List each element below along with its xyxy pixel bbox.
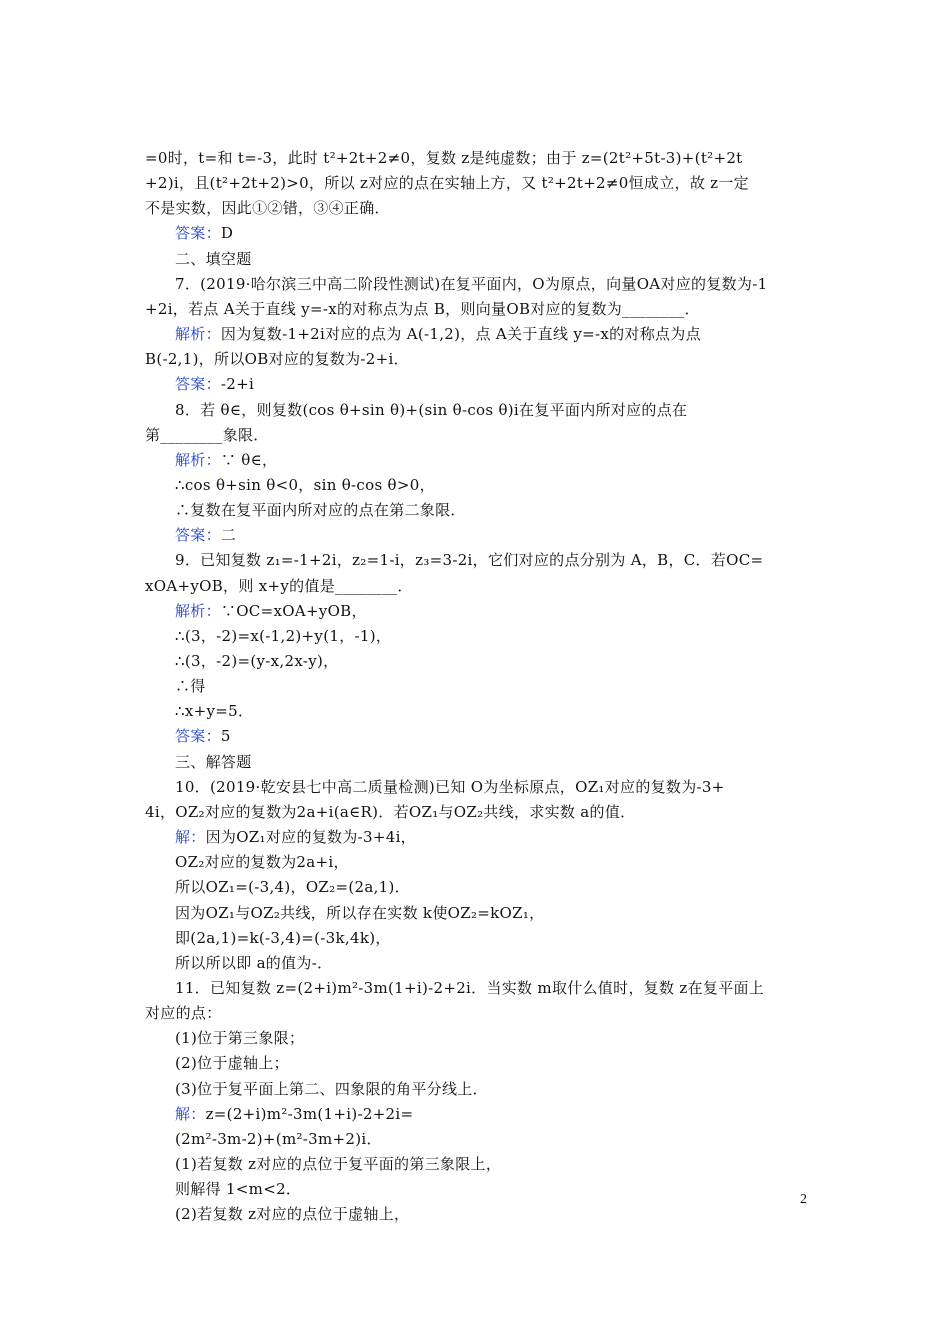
line-text: z=(2+i)m²-3m(1+i)-2+2i= <box>205 1105 414 1123</box>
line-text: (2m²-3m-2)+(m²-3m+2)i． <box>175 1130 382 1148</box>
line-text: 因为OZ₁对应的复数为-3+4i， <box>205 828 416 846</box>
answer-label: 答案： <box>175 375 221 393</box>
line-text: (1)位于第三象限； <box>175 1029 305 1047</box>
text-line <box>175 699 253 724</box>
line-text: 因为OZ₁与OZ₂共线，所以存在实数 k使OZ₂=kOZ₁， <box>175 904 545 922</box>
line-text: 对应的点： <box>145 1004 222 1022</box>
text-line <box>145 1001 222 1026</box>
text-line <box>145 800 635 825</box>
text-line <box>145 347 409 372</box>
text-line <box>145 196 390 221</box>
text-line <box>175 221 233 246</box>
text-line <box>145 574 413 599</box>
text-line <box>175 875 410 900</box>
line-text: ∴复数在复平面内所对应的点在第二象限． <box>175 501 466 519</box>
line-text: 10．(2019·乾安县七中高二质量检测)已知 O为坐标原点，OZ₁对应的复数为-3+ <box>175 778 725 796</box>
line-text: D <box>220 224 234 242</box>
text-line <box>175 398 687 423</box>
line-text: 则解得 1<m<2． <box>175 1180 302 1198</box>
line-text: 所以所以即 a的值为-． <box>175 954 333 972</box>
text-line <box>175 272 767 297</box>
line-text: OZ₂对应的复数为2a+i， <box>175 853 349 871</box>
answer-label: 答案： <box>175 727 221 745</box>
text-line <box>175 1051 289 1076</box>
line-text: (1)若复数 z对应的点位于复平面的第三象限上， <box>175 1155 502 1173</box>
answer-label: 解： <box>175 828 206 846</box>
text-line <box>175 901 544 926</box>
line-text: ∴cos θ+sin θ<0，sin θ-cos θ>0， <box>175 476 435 494</box>
line-text: 所以OZ₁=(-3,4)，OZ₂=(2a,1)． <box>175 878 410 896</box>
text-line <box>175 1077 488 1102</box>
text-line <box>175 850 349 875</box>
text-line <box>175 674 206 699</box>
text-line <box>175 624 391 649</box>
text-line <box>175 1177 301 1202</box>
text-line <box>175 523 236 548</box>
text-line <box>175 498 466 523</box>
line-text: B(-2,1)，所以OB对应的复数为-2+i． <box>145 350 409 368</box>
text-line <box>175 247 252 272</box>
text-line <box>175 1202 409 1227</box>
line-text: ∴(3，-2)=(y-x,2x-y)， <box>175 652 339 670</box>
text-line <box>175 825 416 850</box>
text-line <box>175 473 435 498</box>
text-line <box>175 448 277 473</box>
text-line <box>175 649 338 674</box>
line-text: +2)i，且(t²+2t+2)>0，所以 z对应的点在实轴上方，又 t²+2t+2≠0恒成立，故 z一定 <box>145 174 749 192</box>
text-line <box>175 1152 501 1177</box>
line-text: +2i，若点 A关于直线 y=-x的对称点为点 B，则向量OB对应的复数为________． <box>145 300 700 318</box>
answer-label: 答案： <box>175 224 221 242</box>
line-text: (3)位于复平面上第二、四象限的角平分线上． <box>175 1080 488 1098</box>
line-text: 第________象限． <box>145 426 269 444</box>
answer-label: 解： <box>175 1105 206 1123</box>
text-line <box>175 548 763 573</box>
line-text: xOA+yOB，则 x+y的值是________． <box>145 577 413 595</box>
text-line <box>175 926 391 951</box>
line-text: ∴(3，-2)=x(-1,2)+y(1，-1)， <box>175 627 392 645</box>
text-line <box>175 750 252 775</box>
line-text: 二、填空题 <box>175 250 252 268</box>
text-line <box>175 951 332 976</box>
text-line <box>175 372 254 397</box>
text-line <box>175 775 725 800</box>
line-text: 不是实数，因此①②错，③④正确． <box>145 199 390 217</box>
answer-label: 答案： <box>175 526 221 544</box>
text-line <box>145 297 700 322</box>
answer-label: 解析： <box>175 602 221 620</box>
line-text: (2)位于虚轴上； <box>175 1054 289 1072</box>
page-number: 2 <box>800 1192 808 1207</box>
text-line <box>175 976 764 1001</box>
line-text: 即(2a,1)=k(-3,4)=(-3k,4k)， <box>175 929 391 947</box>
line-text: ∴得 <box>175 677 206 695</box>
text-line <box>175 724 231 749</box>
line-text: 4i，OZ₂对应的复数为2a+i(a∈R)．若OZ₁与OZ₂共线，求实数 a的值． <box>145 803 636 821</box>
text-line <box>175 322 701 347</box>
line-text: 三、解答题 <box>175 753 252 771</box>
line-text: 5 <box>220 727 231 745</box>
line-text: 二 <box>220 526 237 544</box>
text-line <box>145 423 269 448</box>
line-text: -2+i <box>220 375 255 393</box>
text-line <box>145 146 743 171</box>
line-text: ∵OC=xOA+yOB， <box>220 602 367 620</box>
line-text: (2)若复数 z对应的点位于虚轴上， <box>175 1205 410 1223</box>
text-line <box>175 599 367 624</box>
line-text: 11．已知复数 z=(2+i)m²-3m(1+i)-2+2i．当实数 m取什么值时，复数 z在复平面上 <box>175 979 765 997</box>
answer-label: 解析： <box>175 325 221 343</box>
line-text: 因为复数-1+2i对应的点为 A(-1,2)，点 A关于直线 y=-x的对称点为点 <box>220 325 701 343</box>
line-text: 8．若 θ∈，则复数(cos θ+sin θ)+(sin θ-cos θ)i在复平面内所对应的点在 <box>175 401 688 419</box>
text-line <box>175 1102 413 1127</box>
line-text: 9．已知复数 z₁=-1+2i，z₂=1-i，z₃=3-2i，它们对应的点分别为 A，B，C．若OC= <box>175 551 764 569</box>
line-text: 7．(2019·哈尔滨三中高二阶段性测试)在复平面内，O为原点，向量OA对应的复数为-1 <box>175 275 768 293</box>
line-text: ∴x+y=5． <box>175 702 254 720</box>
text-line <box>175 1127 382 1152</box>
text-line <box>145 171 749 196</box>
answer-label: 解析： <box>175 451 221 469</box>
line-text: ∵ θ∈， <box>220 451 278 469</box>
line-text: =0时，t=和 t=-3，此时 t²+2t+2≠0，复数 z是纯虚数；由于 z=(2t²+5t-3)+(t²+2t <box>145 149 743 167</box>
text-line <box>175 1026 304 1051</box>
